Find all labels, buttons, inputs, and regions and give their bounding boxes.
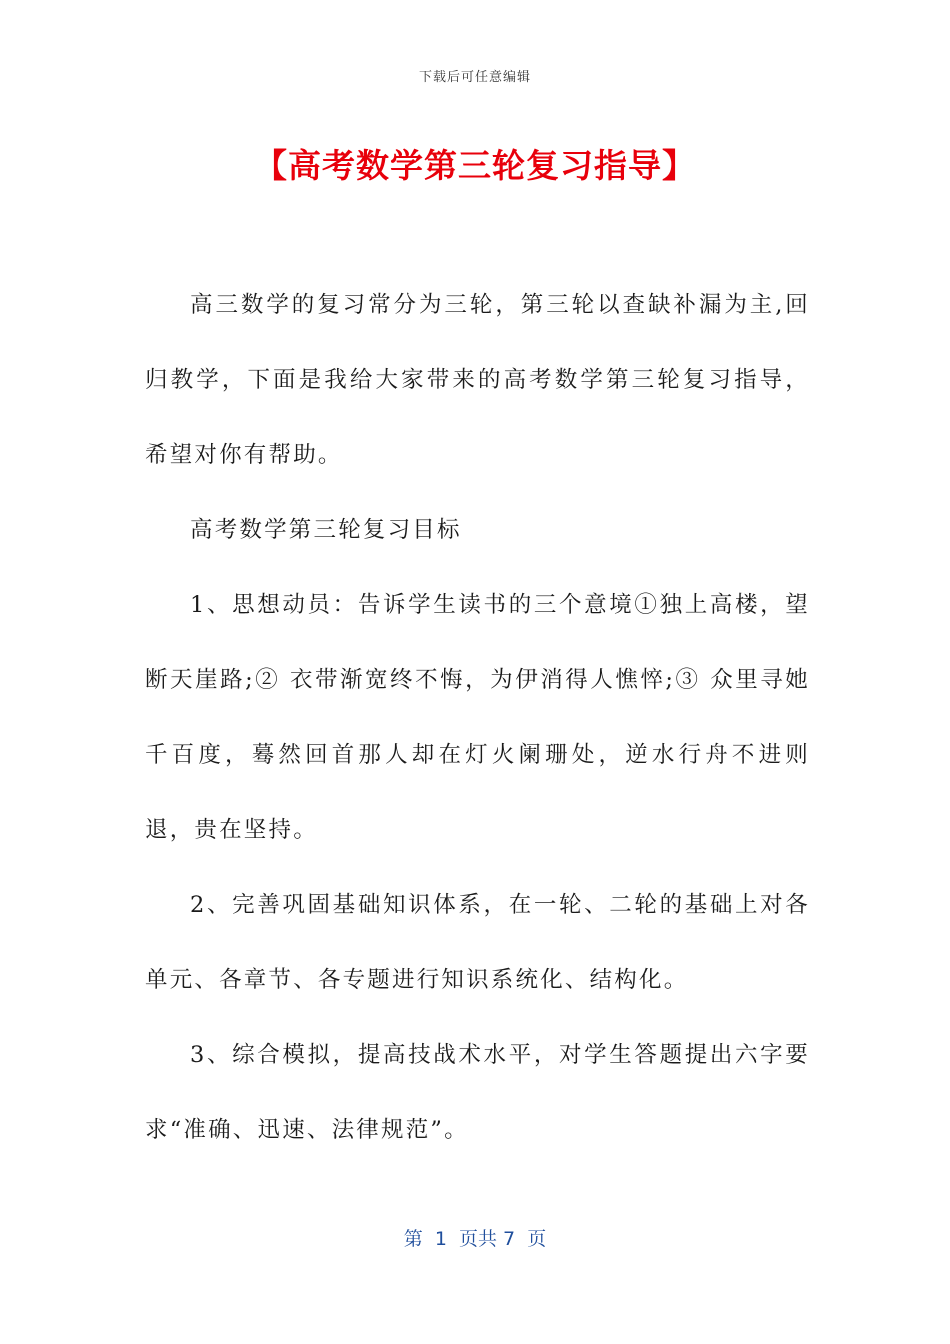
document-title: 【高考数学第三轮复习指导】 [254,146,696,185]
list-item-3: 3、综合模拟，提高技战术水平，对学生答题提出六字要求“准确、迅速、法律规范”。 [145,1042,810,1143]
header-note: 下载后可任意编辑 [418,70,531,85]
document-body [145,268,810,1168]
intro-paragraph: 高三数学的复习常分为三轮，第三轮以查缺补漏为主,回归教学，下面是我给大家带来的高考数学第三轮复习指导，希望对你有帮助。 [145,292,810,468]
list-item-2: 2、完善巩固基础知识体系，在一轮、二轮的基础上对各单元、各章节、各专题进行知识系统化、结构化。 [145,892,810,993]
page-footer: 第 1 页共 7 页 [403,1228,547,1250]
section-heading: 高考数学第三轮复习目标 [190,517,462,543]
list-item-1: 1、思想动员：告诉学生读书的三个意境①独上高楼，望断天崖路;② 衣带渐宽终不悔，为伊消得人憔悴;③ 众里寻她千百度，蓦然回首那人却在灯火阑珊处，逆水行舟不进则退，贵在坚持。 [145,592,810,843]
